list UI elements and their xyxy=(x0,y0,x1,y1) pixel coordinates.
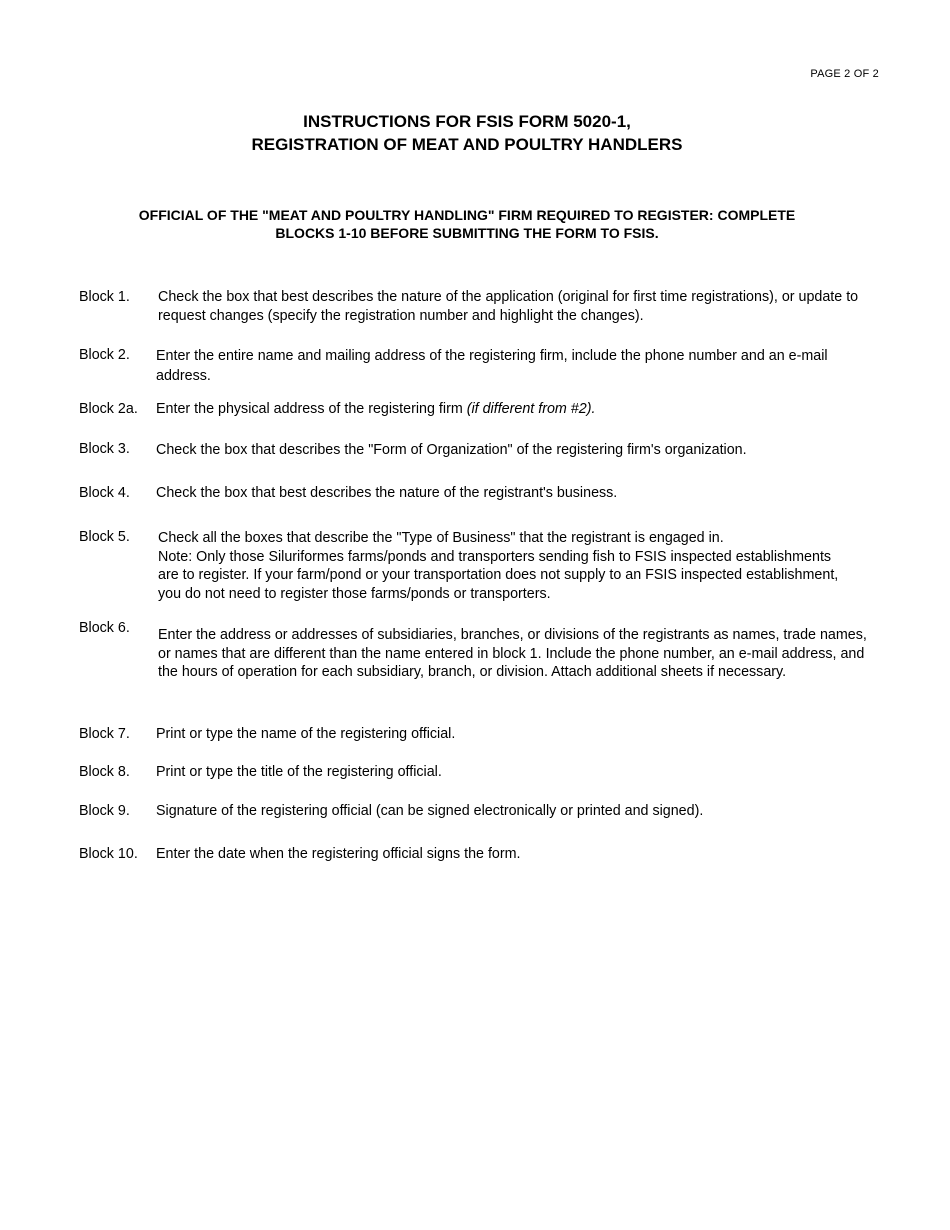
block-text xyxy=(156,802,886,821)
page-number: PAGE 2 OF 2 xyxy=(810,68,879,80)
block-text xyxy=(156,346,856,386)
block-label: Block 8. xyxy=(79,764,130,780)
block-text-body: Check the box that describes the "Form of Organization" of the registering firm's organization. xyxy=(156,442,747,458)
block-label: Block 2a. xyxy=(79,401,138,417)
block-text xyxy=(156,763,886,782)
block-text-body: Check all the boxes that describe the "Type of Business" that the registrant is engaged in. xyxy=(158,530,724,546)
instruction-heading xyxy=(0,206,934,242)
block-label: Block 9. xyxy=(79,803,130,819)
block-text-body: Print or type the name of the registering official. xyxy=(156,726,456,742)
title-line-1: INSTRUCTIONS FOR FSIS FORM 5020-1, xyxy=(303,112,631,131)
block-text-body: Enter the date when the registering official signs the form. xyxy=(156,846,521,862)
block-text xyxy=(156,725,886,744)
block-text-body: Print or type the title of the registering official. xyxy=(156,764,442,780)
block-text xyxy=(156,484,886,503)
block-text-body: Enter the entire name and mailing address of the registering firm, include the phone number and an e-mail address. xyxy=(156,348,828,384)
block-text-body: Signature of the registering official (can be signed electronically or printed and signed). xyxy=(156,803,704,819)
block-text xyxy=(158,288,888,325)
block-label: Block 10. xyxy=(79,846,138,862)
block-label: Block 1. xyxy=(79,289,130,305)
block-text xyxy=(156,440,886,460)
block-text-body xyxy=(156,400,886,419)
block-text-italic: (if different from #2). xyxy=(466,401,596,417)
block-label: Block 4. xyxy=(79,485,130,501)
block-label: Block 2. xyxy=(79,347,130,363)
block-label: Block 7. xyxy=(79,726,130,742)
block-label: Block 5. xyxy=(79,529,130,545)
block-text-body: Check the box that best describes the nature of the registrant's business. xyxy=(156,485,618,501)
instruction-heading-line-2: BLOCKS 1-10 BEFORE SUBMITTING THE FORM TO FSIS. xyxy=(275,225,659,241)
block-text xyxy=(156,400,886,419)
title-line-2: REGISTRATION OF MEAT AND POULTRY HANDLERS xyxy=(251,135,683,154)
block-text xyxy=(156,845,886,864)
block-text xyxy=(158,619,878,682)
instruction-heading-line-1: OFFICIAL OF THE "MEAT AND POULTRY HANDLING" FIRM REQUIRED TO REGISTER: COMPLETE xyxy=(138,207,796,223)
block-label: Block 3. xyxy=(79,441,130,457)
block-text-plain: Enter the physical address of the registering firm xyxy=(156,401,467,417)
block-text-body: Check the box that best describes the nature of the application (original for first time registrations), or update to request changes (specify the registration number and highlight the changes). xyxy=(158,289,859,324)
block-text-body: Enter the address or addresses of subsidiaries, branches, or divisions of the registrants as names, trade names, or names that are different than the name entered in block 1. Include the phone number, an e-mail address, and the hours of operation for each subsidiary, branch, or division. Attach additional sheets if necessary. xyxy=(158,627,867,680)
document-title xyxy=(0,110,934,156)
block-label: Block 6. xyxy=(79,620,130,636)
block-note: Note: Only those Siluriformes farms/ponds and transporters sending fish to FSIS inspected establishments are to register. If your farm/pond or your transportation does not supply to an FSIS inspected establishment, you do not need to register those farms/ponds or transporters. xyxy=(158,548,839,602)
block-text xyxy=(158,528,848,603)
